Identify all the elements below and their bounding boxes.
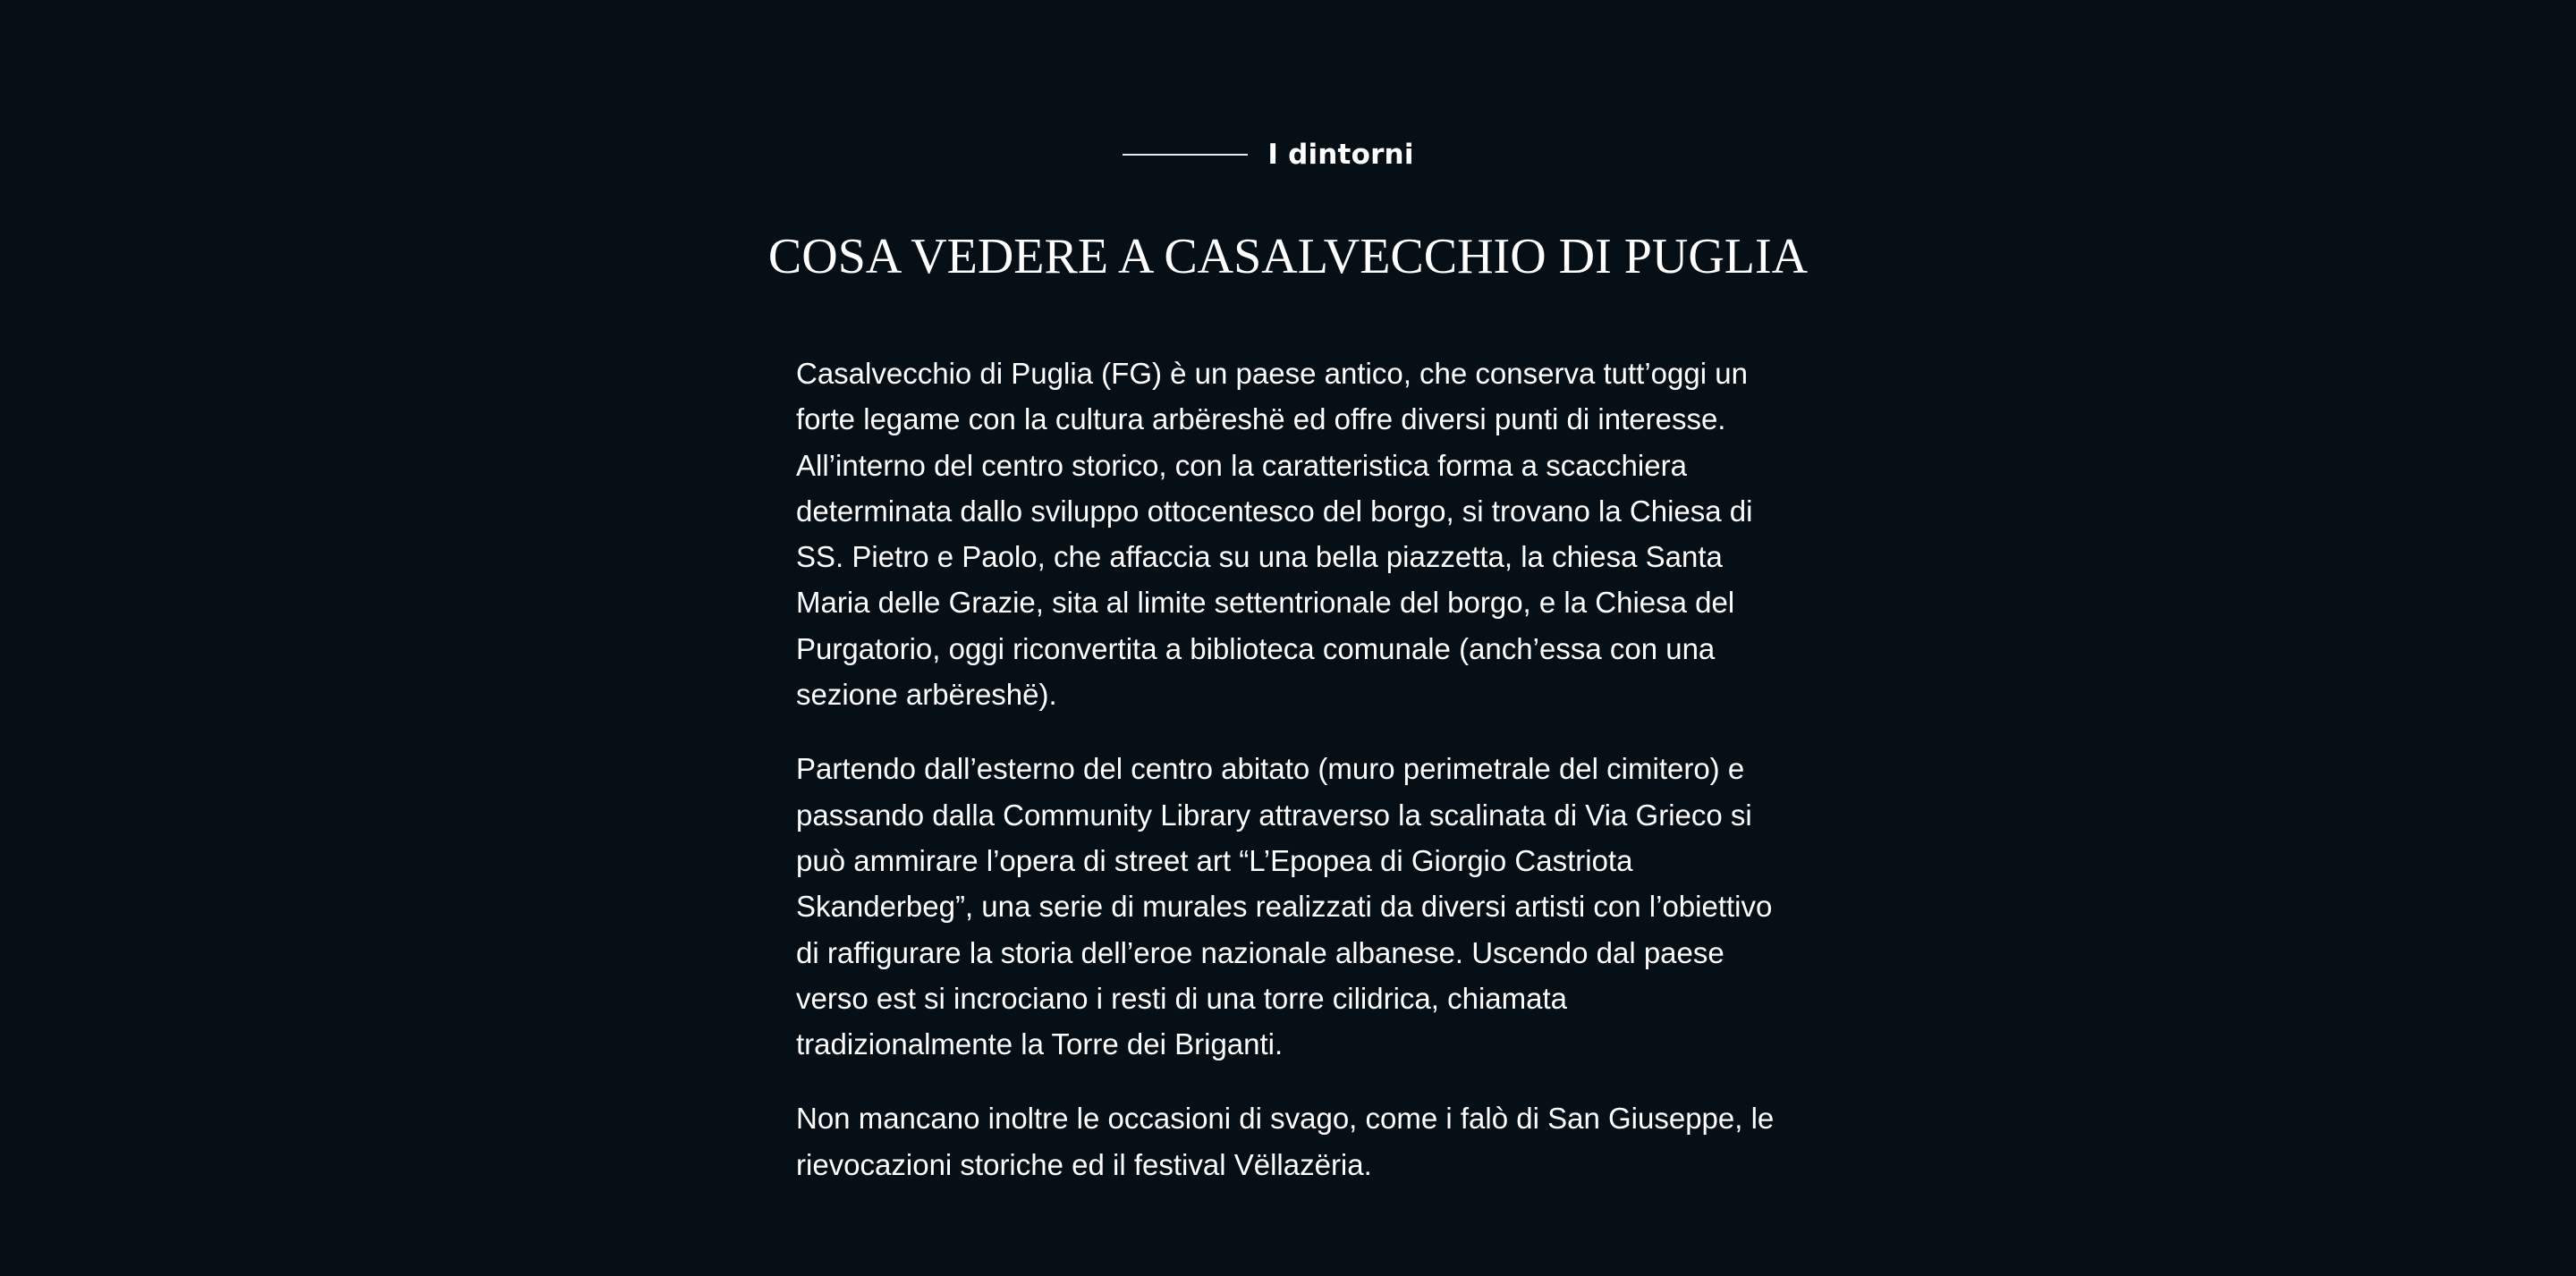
eyebrow-label: I dintorni (1267, 139, 1414, 171)
section-content (796, 351, 1789, 1216)
section-title: COSA VEDERE A CASALVECCHIO DI PUGLIA (767, 229, 1809, 284)
eyebrow-group (1123, 139, 1413, 171)
street-art-paragraph: Partendo dall’esterno del centro abitato (muro perimetrale del cimitero) e passando dalla Community Library attraverso la scalinata di Via Grieco si può ammirare l’opera di street art “L’Epopea di Giorgio Castriota Skanderbeg”, una serie di murales realizzati da diversi artisti con l’obiettivo di raffigurare la storia dell’eroe nazionale albanese. Uscendo dal paese verso est si incrociano i resti di una torre cilidrica, chiamata tradizionalmente la Torre dei Briganti. (796, 752, 1773, 1061)
intro-paragraph: Casalvecchio di Puglia (FG) è un paese antico, che conserva tutt’oggi un forte legame con la cultura arbëreshë ed offre diversi punti di interesse. All’interno del centro storico, con la caratteristica forma a scacchiera determinata dallo sviluppo ottocentesco del borgo, si trovano la Chiesa di SS. Pietro e Paolo, che affaccia su una bella piazzetta, la chiesa Santa Maria delle Grazie, sita al limite settentrionale del borgo, e la Chiesa del Purgatorio, oggi riconvertita a biblioteca comunale (anch’essa con una sezione arbëreshë). (796, 357, 1753, 712)
events-paragraph: Non mancano inoltre le occasioni di svago, come i falò di San Giuseppe, le rievocazioni storiche ed il festival Vëllazëria. (796, 1102, 1775, 1181)
section-eyebrow (0, 134, 2576, 175)
eyebrow-divider-line (1123, 154, 1248, 156)
